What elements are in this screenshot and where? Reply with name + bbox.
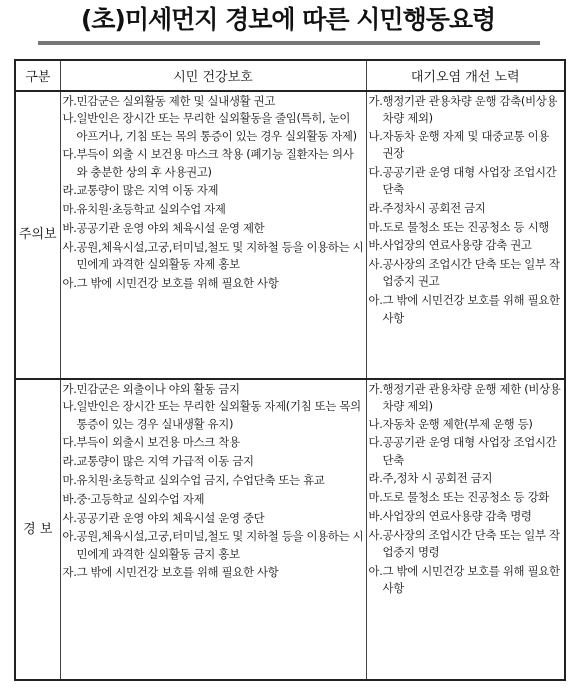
item-marker: 다.: [62, 435, 77, 450]
list-item: [369, 508, 563, 525]
item-text: 주정차시 공회전 금지: [382, 200, 486, 215]
item-text: 공사장의 조업시간 단축 또는 일부 작업중지 명령: [382, 527, 560, 560]
item-text: 그 밖에 시민건강 보호를 위해 필요한 사항: [382, 563, 560, 596]
item-text: 교통량이 많은 지역 가급적 이동 금지: [76, 454, 254, 469]
item-text: 도로 물청소 또는 진공청소 등 강화: [382, 490, 549, 505]
item-text: 중·고등학교 실외수업 자제: [76, 491, 205, 506]
item-marker: 아.: [62, 275, 77, 290]
list-item: [63, 381, 364, 398]
item-text: 주,정차 시 공회전 금지: [382, 471, 493, 486]
list-item: [369, 292, 563, 327]
list-item: [63, 398, 364, 433]
list-item: [369, 256, 563, 291]
item-marker: 사.: [62, 239, 77, 254]
item-text: 그 밖에 시민건강 보호를 위해 필요한 사항: [76, 275, 279, 290]
table-row-advisory: [15, 91, 565, 379]
item-marker: 아.: [368, 563, 383, 578]
item-marker: 나.: [368, 128, 383, 143]
list-item: [63, 564, 364, 581]
list-item: [369, 489, 563, 506]
list-item: [63, 220, 364, 237]
item-text: 사업장의 연료사용량 감축 명령: [382, 509, 532, 524]
list-item: [369, 93, 563, 128]
item-marker: 다.: [368, 435, 383, 450]
item-text: 부득이 외출시 보건용 마스크 착용: [76, 435, 240, 450]
list-item: [369, 128, 563, 163]
item-text: 일반인은 장시간 또는 무리한 실외활동을 줄임(특히, 눈이 아프거나, 기침 또는 목의 통증이 있는 경우 실외활동 자제): [76, 111, 357, 143]
list-item: [369, 434, 563, 469]
item-text: 공원,체육시설,고궁,터미널,철도 및 지하철 등을 이용하는 시민에게 과격한 실외활동 금지 홍보: [76, 529, 364, 561]
item-marker: 사.: [368, 257, 383, 272]
item-marker: 바.: [62, 221, 77, 236]
item-text: 그 밖에 시민건강 보호를 위해 필요한 사항: [382, 293, 560, 325]
item-marker: 다.: [368, 164, 383, 179]
list-item: [369, 527, 563, 562]
item-text: 민감군은 외출이나 야외 활동 금지: [76, 382, 240, 396]
list-item: [63, 472, 364, 489]
item-marker: 아.: [62, 529, 77, 544]
list-item: [63, 453, 364, 470]
item-text: 교통량이 많은 지역 이동 자제: [76, 183, 219, 198]
item-text: 도로 물청소 또는 진공청소 등 시행: [382, 219, 549, 234]
item-marker: 마.: [368, 219, 383, 234]
list-item: [63, 275, 364, 292]
item-marker: 마.: [62, 472, 77, 487]
item-text: 공사장의 조업시간 단축 또는 일부 작업중지 권고: [382, 257, 560, 289]
list-item: [63, 434, 364, 451]
health-cell: [60, 91, 366, 379]
item-text: 행정기관 관용차량 운행 제한 (비상용차량 제외): [382, 382, 561, 414]
item-marker: 마.: [368, 490, 383, 505]
item-marker: 가.: [62, 382, 77, 396]
list-item: [369, 219, 563, 236]
list-item: [63, 491, 364, 508]
list-item: [369, 200, 563, 217]
item-text: 일반인은 장시간 또는 무리한 실외활동 자제(기침 또는 목의 통증이 있는 경우 실내생활 유지): [76, 399, 361, 431]
item-text: 자동차 운행 자제 및 대중교통 이용 권장: [382, 128, 549, 160]
health-cell: [60, 379, 366, 680]
item-text: 사업장의 연료사용량 감축 권고: [382, 238, 532, 253]
item-marker: 자.: [62, 565, 77, 580]
category-cell: 주의보: [15, 91, 60, 379]
item-marker: 바.: [368, 238, 383, 253]
table-row-warning: [15, 379, 565, 680]
title-underline: [38, 41, 540, 45]
list-item: [369, 563, 563, 598]
item-marker: 라.: [62, 454, 77, 469]
item-text: 민감군은 실외활동 제한 및 실내생활 권고: [76, 94, 276, 108]
list-item: [369, 381, 563, 416]
item-marker: 바.: [368, 509, 383, 524]
item-text: 행정기관 관용차량 운행 감축(비상용차량 제외): [382, 94, 558, 126]
item-marker: 아.: [368, 293, 383, 308]
item-text: 유치원·초등학교 실외수업 자제: [76, 202, 226, 217]
item-marker: 나.: [62, 111, 77, 126]
action-guideline-table: [14, 59, 566, 681]
item-marker: 다.: [62, 147, 77, 162]
item-marker: 나.: [62, 399, 77, 414]
item-text: 자동차 운행 제한(부제 운행 등): [382, 416, 533, 431]
list-item: [63, 110, 364, 145]
list-item: [63, 182, 364, 199]
header-health: 시민 건강보호: [60, 60, 366, 91]
list-item: [63, 510, 364, 527]
item-marker: 바.: [62, 491, 77, 506]
item-marker: 사.: [368, 527, 383, 542]
header-improvement: 대기오염 개선 노력: [366, 60, 565, 91]
list-item: [63, 528, 364, 563]
list-item: [63, 93, 364, 110]
header-category: 구분: [15, 60, 60, 91]
item-marker: 사.: [62, 510, 77, 525]
item-marker: 마.: [62, 202, 77, 217]
item-marker: 나.: [368, 416, 383, 431]
item-text: 부득이 외출 시 보건용 마스크 착용 (폐기능 질환자는 의사와 충분한 상의 후 사용권고): [76, 147, 354, 179]
improvement-cell: [366, 379, 565, 680]
list-item: [369, 470, 563, 487]
item-text: 공공기관 운영 대형 사업장 조업시간 단축: [382, 435, 557, 467]
item-marker: 라.: [368, 200, 383, 215]
improvement-cell: [366, 91, 565, 379]
item-text: 공공기관 운영 야외 체육시설 운영 중단: [76, 510, 265, 525]
item-marker: 가.: [368, 382, 383, 396]
list-item: [63, 239, 364, 274]
page-title: (초)미세먼지 경보에 따른 시민행동요령: [80, 5, 496, 34]
item-text: 유치원·초등학교 실외수업 금지, 수업단축 또는 휴교: [76, 472, 325, 487]
list-item: [369, 237, 563, 254]
item-marker: 라.: [62, 183, 77, 198]
list-item: [369, 416, 563, 433]
list-item: [369, 164, 563, 199]
item-marker: 라.: [368, 471, 383, 486]
item-text: 그 밖에 시민건강 보호를 위해 필요한 사항: [76, 565, 279, 580]
item-text: 공공기관 운영 대형 사업장 조업시간 단축: [382, 164, 557, 196]
table-header-row: [15, 60, 565, 91]
item-text: 공공기관 운영 야외 체육시설 운영 제한: [76, 221, 265, 236]
list-item: [63, 201, 364, 218]
item-text: 공원,체육시설,고궁,터미널,철도 및 지하철 등을 이용하는 시민에게 과격한 실외활동 자제 홍보: [76, 239, 364, 272]
item-marker: 가.: [368, 94, 383, 108]
category-cell: 경 보: [23, 521, 53, 537]
list-item: [63, 146, 364, 181]
item-marker: 가.: [62, 94, 77, 108]
